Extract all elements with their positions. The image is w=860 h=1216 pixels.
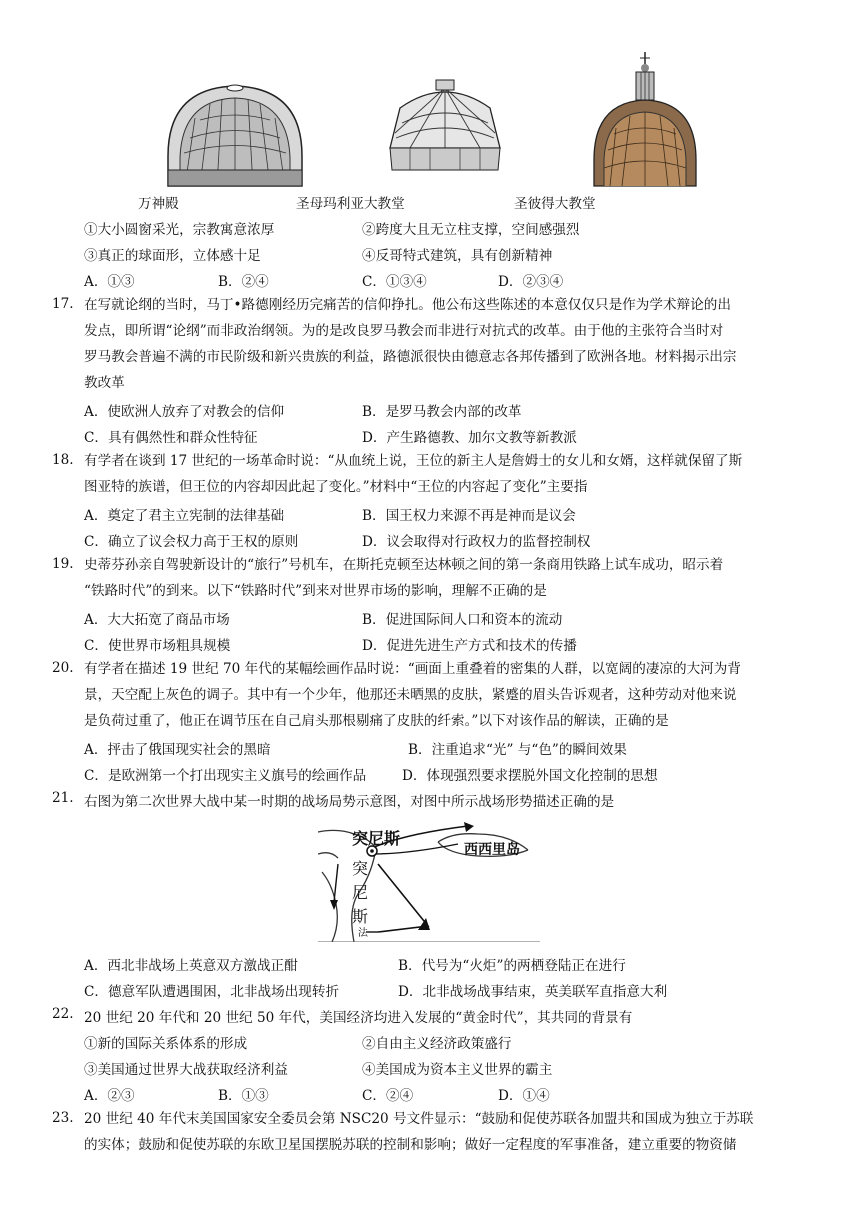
map-label-tunisia-3: 斯 — [352, 909, 369, 926]
q21-stem: 右图为第二次世界大战中某一时期的战场局势示意图，对图中所示战场形势描述正确的是 — [84, 794, 615, 810]
q20-option-a[interactable]: A．抨击了俄国现实社会的黑暗 — [84, 742, 271, 758]
q16-statement-3: ③真正的球面形，立体感十足 — [84, 248, 261, 264]
q17-stem-line: 发点，即所谓“论纲”而非政治纲领。为的是改良罗马教会而非进行对抗式的改革。由于他的主张符合当时对 — [84, 323, 724, 339]
q19-option-c[interactable]: C．使世界市场粗具规模 — [84, 638, 231, 654]
caption-pantheon: 万神殿 — [138, 196, 179, 212]
q17-stem — [84, 292, 814, 396]
q17-stem-line: 在写就论纲的当时，马丁•路德刚经历完痛苦的信仰挣扎。他公布这些陈述的本意仅仅只是作为学术辩论的出 — [84, 297, 731, 313]
architecture-figures — [150, 50, 710, 190]
q18-number: 18. — [52, 452, 74, 468]
q18-option-b[interactable]: B．国王权力来源不再是神而是议会 — [362, 508, 576, 524]
q19-option-a[interactable]: A．大大拓宽了商品市场 — [84, 612, 230, 628]
map-label-tunisia-1: 突 — [352, 861, 369, 878]
q21-option-c[interactable]: C．德意军队遭遇围困，北非战场出现转折 — [84, 984, 340, 1000]
q23-stem — [84, 1106, 814, 1158]
q20-option-c[interactable]: C．是欧洲第一个打出现实主义旗号的绘画作品 — [84, 768, 367, 784]
q20-number: 20. — [52, 660, 74, 676]
pantheon-illustration — [160, 78, 310, 190]
q18-stem-line: 图亚特的族谱，但王位的内容却因此起了变化。”材料中“王位的内容起了变化”主要指 — [84, 479, 588, 495]
q18-stem-line: 有学者在谈到 17 世纪的一场革命时说：“从血统上说，王位的新主人是詹姆士的女儿和女婿，这样就保留了斯 — [84, 453, 743, 469]
q17-option-d[interactable]: D．产生路德教、加尔文教等新教派 — [362, 430, 577, 446]
q22-number: 22. — [52, 1006, 74, 1022]
q18-option-d[interactable]: D．议会取得对行政权力的监督控制权 — [362, 534, 591, 550]
q16-statement-4: ④反哥特式建筑，具有创新精神 — [362, 248, 553, 264]
q17-option-c[interactable]: C．具有偶然性和群众性特征 — [84, 430, 258, 446]
q21-option-a[interactable]: A．西北非战场上英意双方激战正酣 — [84, 958, 298, 974]
q17-stem-line: 教改革 — [84, 375, 125, 391]
q20-option-b[interactable]: B．注重追求“光” 与“色”的瞬间效果 — [408, 742, 627, 758]
q17-number: 17. — [52, 296, 74, 312]
q19-stem — [84, 552, 814, 604]
q22-option-b[interactable]: B．①③ — [218, 1088, 269, 1104]
q18-option-c[interactable]: C．确立了议会权力高于王权的原则 — [84, 534, 299, 550]
map-label-tunisia-2: 尼 — [352, 885, 369, 902]
q22-statement-2: ②自由主义经济政策盛行 — [362, 1036, 512, 1052]
q22-option-c[interactable]: C．②④ — [362, 1088, 414, 1104]
q18-stem — [84, 448, 814, 500]
q16-option-a[interactable]: A．①③ — [84, 274, 135, 290]
q20-stem-line: 有学者在描述 19 世纪 70 年代的某幅绘画作品时说：“画面上重叠着的密集的人群，以宽阔的凄凉的大河为背 — [84, 661, 741, 677]
q16-option-c[interactable]: C．①③④ — [362, 274, 427, 290]
q16-option-d[interactable]: D．②③④ — [498, 274, 564, 290]
map-label-fa: 法 — [358, 928, 368, 939]
st-peters-illustration — [590, 50, 700, 190]
q21-number: 21. — [52, 790, 74, 806]
q19-stem-line: “铁路时代”的到来。以下“铁路时代”到来对世界市场的影响，理解不正确的是 — [84, 583, 547, 599]
q22-statement-3: ③美国通过世界大战获取经济利益 — [84, 1062, 288, 1078]
q17-stem-line: 罗马教会普遍不满的市民阶级和新兴贵族的利益，路德派很快由德意志各邦传播到了欧洲各地。材料揭示出宗 — [84, 349, 737, 365]
caption-santa-maria: 圣母玛利亚大教堂 — [296, 196, 405, 212]
q19-option-b[interactable]: B．促进国际间人口和资本的流动 — [362, 612, 563, 628]
q22-statement-1: ①新的国际关系体系的形成 — [84, 1036, 248, 1052]
q19-option-d[interactable]: D．促进先进生产方式和技术的传播 — [362, 638, 577, 654]
q17-option-b[interactable]: B．是罗马教会内部的改革 — [362, 404, 522, 420]
q20-stem — [84, 656, 814, 734]
q19-stem-line: 史蒂芬孙亲自驾驶新设计的“旅行”号机车，在斯托克顿至达林顿之间的第一条商用铁路上试车成功，昭示着 — [84, 557, 724, 573]
map-label-tunis: 突尼斯 — [352, 831, 401, 848]
q19-number: 19. — [52, 556, 74, 572]
map-label-sicily: 西西里岛 — [464, 841, 520, 857]
q16-statement-2: ②跨度大且无立柱支撑，空间感强烈 — [362, 222, 580, 238]
q16-option-b[interactable]: B．②④ — [218, 274, 269, 290]
q22-statement-4: ④美国成为资本主义世界的霸主 — [362, 1062, 553, 1078]
q21-option-d[interactable]: D．北非战场战事结束，英美联军直指意大利 — [398, 984, 668, 1000]
battlefield-map — [318, 814, 540, 942]
q22-option-d[interactable]: D．①④ — [498, 1088, 550, 1104]
q20-stem-line: 是负荷过重了，他正在调节压在自己肩头那根剔痛了皮肤的纤索。”以下对该作品的解读，正确的是 — [84, 713, 669, 729]
q20-stem-line: 景，天空配上灰色的调子。其中有一个少年，他那还未晒黑的皮肤，紧蹙的眉头告诉观者，这种劳动对他来说 — [84, 687, 737, 703]
caption-st-peters: 圣彼得大教堂 — [514, 196, 596, 212]
q21-option-b[interactable]: B．代号为“火炬”的两栖登陆正在进行 — [398, 958, 626, 974]
q20-option-d[interactable]: D．体现强烈要求摆脱外国文化控制的思想 — [402, 768, 658, 784]
q22-stem: 20 世纪 20 年代和 20 世纪 50 年代，美国经济均进入发展的“黄金时代”，其共同的背景有 — [84, 1010, 633, 1026]
q23-stem-line: 的实体；鼓励和促使苏联的东欧卫星国摆脱苏联的控制和影响；做好一定程度的军事准备，建立重要的物资储 — [84, 1137, 737, 1153]
q18-option-a[interactable]: A．奠定了君主立宪制的法律基础 — [84, 508, 285, 524]
q22-option-a[interactable]: A．②③ — [84, 1088, 135, 1104]
q16-statement-1: ①大小圆窗采光，宗教寓意浓厚 — [84, 222, 275, 238]
q23-stem-line: 20 世纪 40 年代末美国国家安全委员会第 NSC20 号文件显示：“鼓励和促使苏联各加盟共和国成为独立于苏联 — [84, 1111, 754, 1127]
q17-option-a[interactable]: A．使欧洲人放弃了对教会的信仰 — [84, 404, 285, 420]
q23-number: 23. — [52, 1110, 74, 1126]
santa-maria-illustration — [380, 78, 510, 178]
